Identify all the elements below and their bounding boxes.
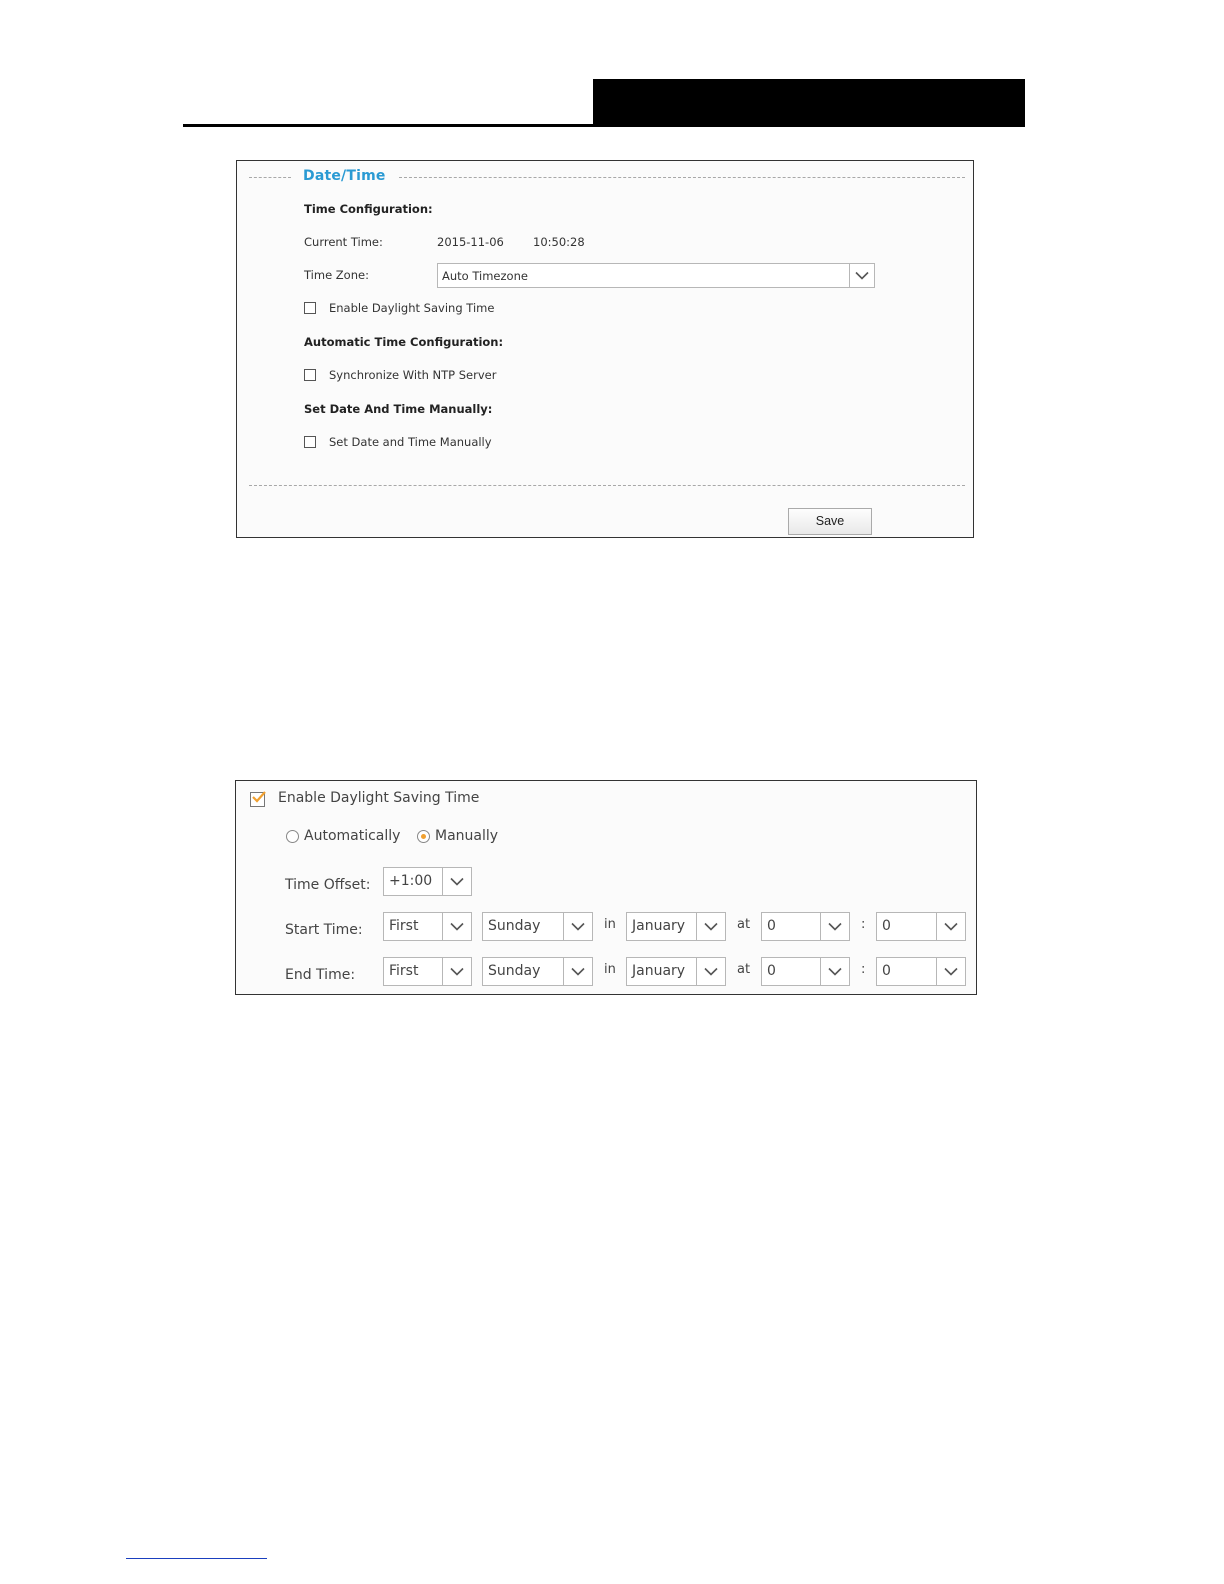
auto-time-heading: Automatic Time Configuration: [304, 335, 504, 349]
start-day-select[interactable] [482, 912, 593, 941]
start-day-value: Sunday [488, 918, 541, 934]
automatically-label: Automatically [304, 828, 401, 844]
time-zone-label: Time Zone: [304, 268, 369, 282]
end-minute-value: 0 [882, 963, 891, 979]
radio-automatically[interactable] [286, 830, 299, 843]
chevron-down-icon[interactable] [696, 913, 725, 940]
start-week-value: First [389, 918, 419, 934]
chevron-down-icon[interactable] [936, 958, 965, 985]
dst-panel [235, 780, 977, 995]
start-hour-select[interactable] [761, 912, 850, 941]
dst-label: Enable Daylight Saving Time [329, 301, 495, 315]
end-colon: : [861, 962, 866, 977]
date-time-panel [236, 160, 974, 538]
manual-time-heading: Set Date And Time Manually: [304, 402, 493, 416]
dst-checkbox[interactable] [304, 302, 316, 314]
chevron-down-icon[interactable] [696, 958, 725, 985]
chevron-down-icon[interactable] [442, 913, 471, 940]
end-in-label: in [604, 962, 616, 977]
end-day-select[interactable] [482, 957, 593, 986]
time-zone-value: Auto Timezone [442, 269, 528, 283]
end-day-value: Sunday [488, 963, 541, 979]
manually-label: Manually [435, 828, 499, 844]
end-time-label: End Time: [285, 967, 356, 983]
start-month-select[interactable] [626, 912, 726, 941]
start-time-label: Start Time: [285, 922, 363, 938]
end-at-label: at [737, 962, 751, 977]
time-offset-value: +1:00 [389, 873, 433, 889]
panel-title: Date/Time [303, 168, 386, 184]
legend-divider-left [249, 177, 291, 178]
radio-manually[interactable] [417, 830, 430, 843]
time-config-heading: Time Configuration: [304, 202, 433, 216]
dst-enable-label: Enable Daylight Saving Time [278, 790, 480, 806]
end-week-value: First [389, 963, 419, 979]
end-month-value: January [632, 963, 686, 979]
end-week-select[interactable] [383, 957, 472, 986]
end-month-select[interactable] [626, 957, 726, 986]
start-hour-value: 0 [767, 918, 776, 934]
time-offset-label: Time Offset: [285, 877, 371, 893]
manual-time-label: Set Date and Time Manually [329, 435, 492, 449]
time-offset-select[interactable] [383, 867, 472, 896]
current-clock-value: 10:50:28 [533, 235, 585, 249]
save-button[interactable]: Save [788, 508, 872, 535]
start-at-label: at [737, 917, 751, 932]
checkmark-icon [251, 791, 266, 804]
chevron-down-icon[interactable] [563, 913, 592, 940]
header-rule [183, 124, 1025, 127]
start-month-value: January [632, 918, 686, 934]
bottom-divider [249, 485, 965, 486]
chevron-down-icon[interactable] [936, 913, 965, 940]
start-colon: : [861, 917, 866, 932]
end-minute-select[interactable] [876, 957, 966, 986]
chevron-down-icon[interactable] [849, 264, 874, 287]
start-minute-select[interactable] [876, 912, 966, 941]
legend-divider-right [399, 177, 965, 178]
ntp-label: Synchronize With NTP Server [329, 368, 497, 382]
chevron-down-icon[interactable] [820, 958, 849, 985]
chevron-down-icon[interactable] [563, 958, 592, 985]
header-black-block [593, 79, 1025, 126]
ntp-checkbox[interactable] [304, 369, 316, 381]
start-in-label: in [604, 917, 616, 932]
chevron-down-icon[interactable] [442, 868, 471, 895]
footer-link-underline [126, 1558, 267, 1559]
end-hour-value: 0 [767, 963, 776, 979]
dst-enable-checkbox[interactable] [250, 792, 265, 807]
start-week-select[interactable] [383, 912, 472, 941]
start-minute-value: 0 [882, 918, 891, 934]
current-date-value: 2015-11-06 [437, 235, 504, 249]
manual-time-checkbox[interactable] [304, 436, 316, 448]
chevron-down-icon[interactable] [442, 958, 471, 985]
chevron-down-icon[interactable] [820, 913, 849, 940]
end-hour-select[interactable] [761, 957, 850, 986]
time-zone-select[interactable] [437, 263, 875, 288]
current-time-label: Current Time: [304, 235, 383, 249]
